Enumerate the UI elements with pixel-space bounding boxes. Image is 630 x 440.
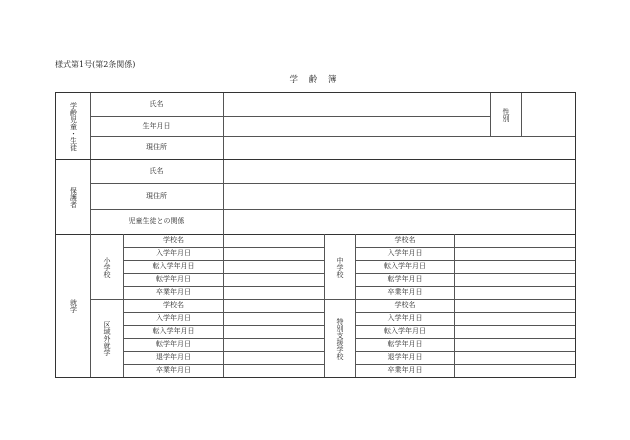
special-support-row-label: 入学年月日: [387, 314, 423, 322]
outside-district-label: 区域外就学: [103, 321, 111, 356]
register-table: [55, 92, 576, 378]
student-name-field[interactable]: [224, 94, 490, 115]
special-support-row-label: 退学年月日: [387, 353, 423, 361]
outside-district-row-label: 転学年月日: [156, 340, 191, 348]
outside-district-row-label: 学校名: [163, 301, 184, 309]
guardian-relation-label: 児童生徒との関係: [128, 217, 185, 225]
outside-district-row-label: 卒業年月日: [156, 366, 191, 374]
student-birthdate-field[interactable]: [224, 117, 490, 135]
document-title: 学 齢 簿: [289, 75, 341, 85]
guardian-name-field[interactable]: [224, 161, 574, 182]
junior-high-label: 中学校: [336, 256, 344, 278]
junior-high-row-field[interactable]: [455, 274, 574, 285]
elementary-row-field[interactable]: [224, 235, 323, 246]
guardian-section-label: 保護者: [69, 186, 78, 208]
junior-high-row-label: 転学年月日: [387, 275, 423, 283]
junior-high-row-field[interactable]: [455, 248, 574, 259]
sex-label: 性別: [502, 107, 510, 122]
outside-district-row-field[interactable]: [224, 339, 323, 350]
special-support-row-field[interactable]: [455, 352, 574, 363]
junior-high-row-label: 学校名: [394, 236, 416, 244]
outside-district-row-field[interactable]: [224, 313, 323, 324]
sex-field[interactable]: [522, 94, 574, 135]
student-address-field[interactable]: [224, 137, 574, 158]
special-support-row-label: 学校名: [394, 301, 416, 309]
guardian-relation-field[interactable]: [224, 210, 574, 233]
elementary-row-field[interactable]: [224, 248, 323, 259]
elementary-row-label: 学校名: [163, 236, 184, 244]
junior-high-row-label: 転入学年月日: [384, 262, 426, 270]
form-reference: 様式第1号(第2条関係): [55, 60, 136, 69]
special-support-row-label: 転入学年月日: [384, 327, 426, 335]
elementary-row-label: 入学年月日: [156, 249, 191, 257]
enrollment-section-label: 就学: [69, 299, 78, 313]
student-section-label: 学齢児童・生徒: [69, 101, 78, 151]
elementary-row-field[interactable]: [224, 261, 323, 272]
student-name-label: 氏名: [149, 100, 164, 108]
junior-high-row-field[interactable]: [455, 235, 574, 246]
special-support-row-label: 卒業年月日: [387, 366, 423, 374]
special-support-row-field[interactable]: [455, 326, 574, 337]
outside-district-row-label: 退学年月日: [156, 353, 191, 361]
outside-district-row-label: 転入学年月日: [152, 327, 195, 335]
outside-district-row-field[interactable]: [224, 352, 323, 363]
student-address-label: 現住所: [146, 143, 167, 151]
special-support-row-field[interactable]: [455, 365, 574, 376]
outside-district-row-field[interactable]: [224, 365, 323, 376]
junior-high-row-label: 入学年月日: [387, 249, 423, 257]
elementary-row-field[interactable]: [224, 274, 323, 285]
special-support-row-field[interactable]: [455, 313, 574, 324]
junior-high-row-field[interactable]: [455, 261, 574, 272]
outside-district-row-field[interactable]: [224, 326, 323, 337]
guardian-address-label: 現住所: [146, 191, 167, 200]
special-support-row-field[interactable]: [455, 300, 574, 311]
elementary-school-label: 小学校: [103, 256, 111, 278]
elementary-row-label: 転入学年月日: [152, 262, 195, 270]
junior-high-row-label: 卒業年月日: [387, 288, 423, 296]
outside-district-row-field[interactable]: [224, 300, 323, 311]
elementary-row-field[interactable]: [224, 287, 323, 298]
student-birthdate-label: 生年月日: [142, 121, 171, 130]
special-support-label: 特別支援学校: [336, 317, 344, 360]
guardian-name-label: 氏名: [149, 167, 164, 175]
special-support-row-field[interactable]: [455, 339, 574, 350]
special-support-row-label: 転学年月日: [387, 340, 423, 348]
guardian-address-field[interactable]: [224, 184, 574, 208]
outside-district-row-label: 入学年月日: [156, 314, 191, 322]
elementary-row-label: 卒業年月日: [156, 288, 191, 296]
junior-high-row-field[interactable]: [455, 287, 574, 298]
elementary-row-label: 転学年月日: [156, 275, 191, 283]
